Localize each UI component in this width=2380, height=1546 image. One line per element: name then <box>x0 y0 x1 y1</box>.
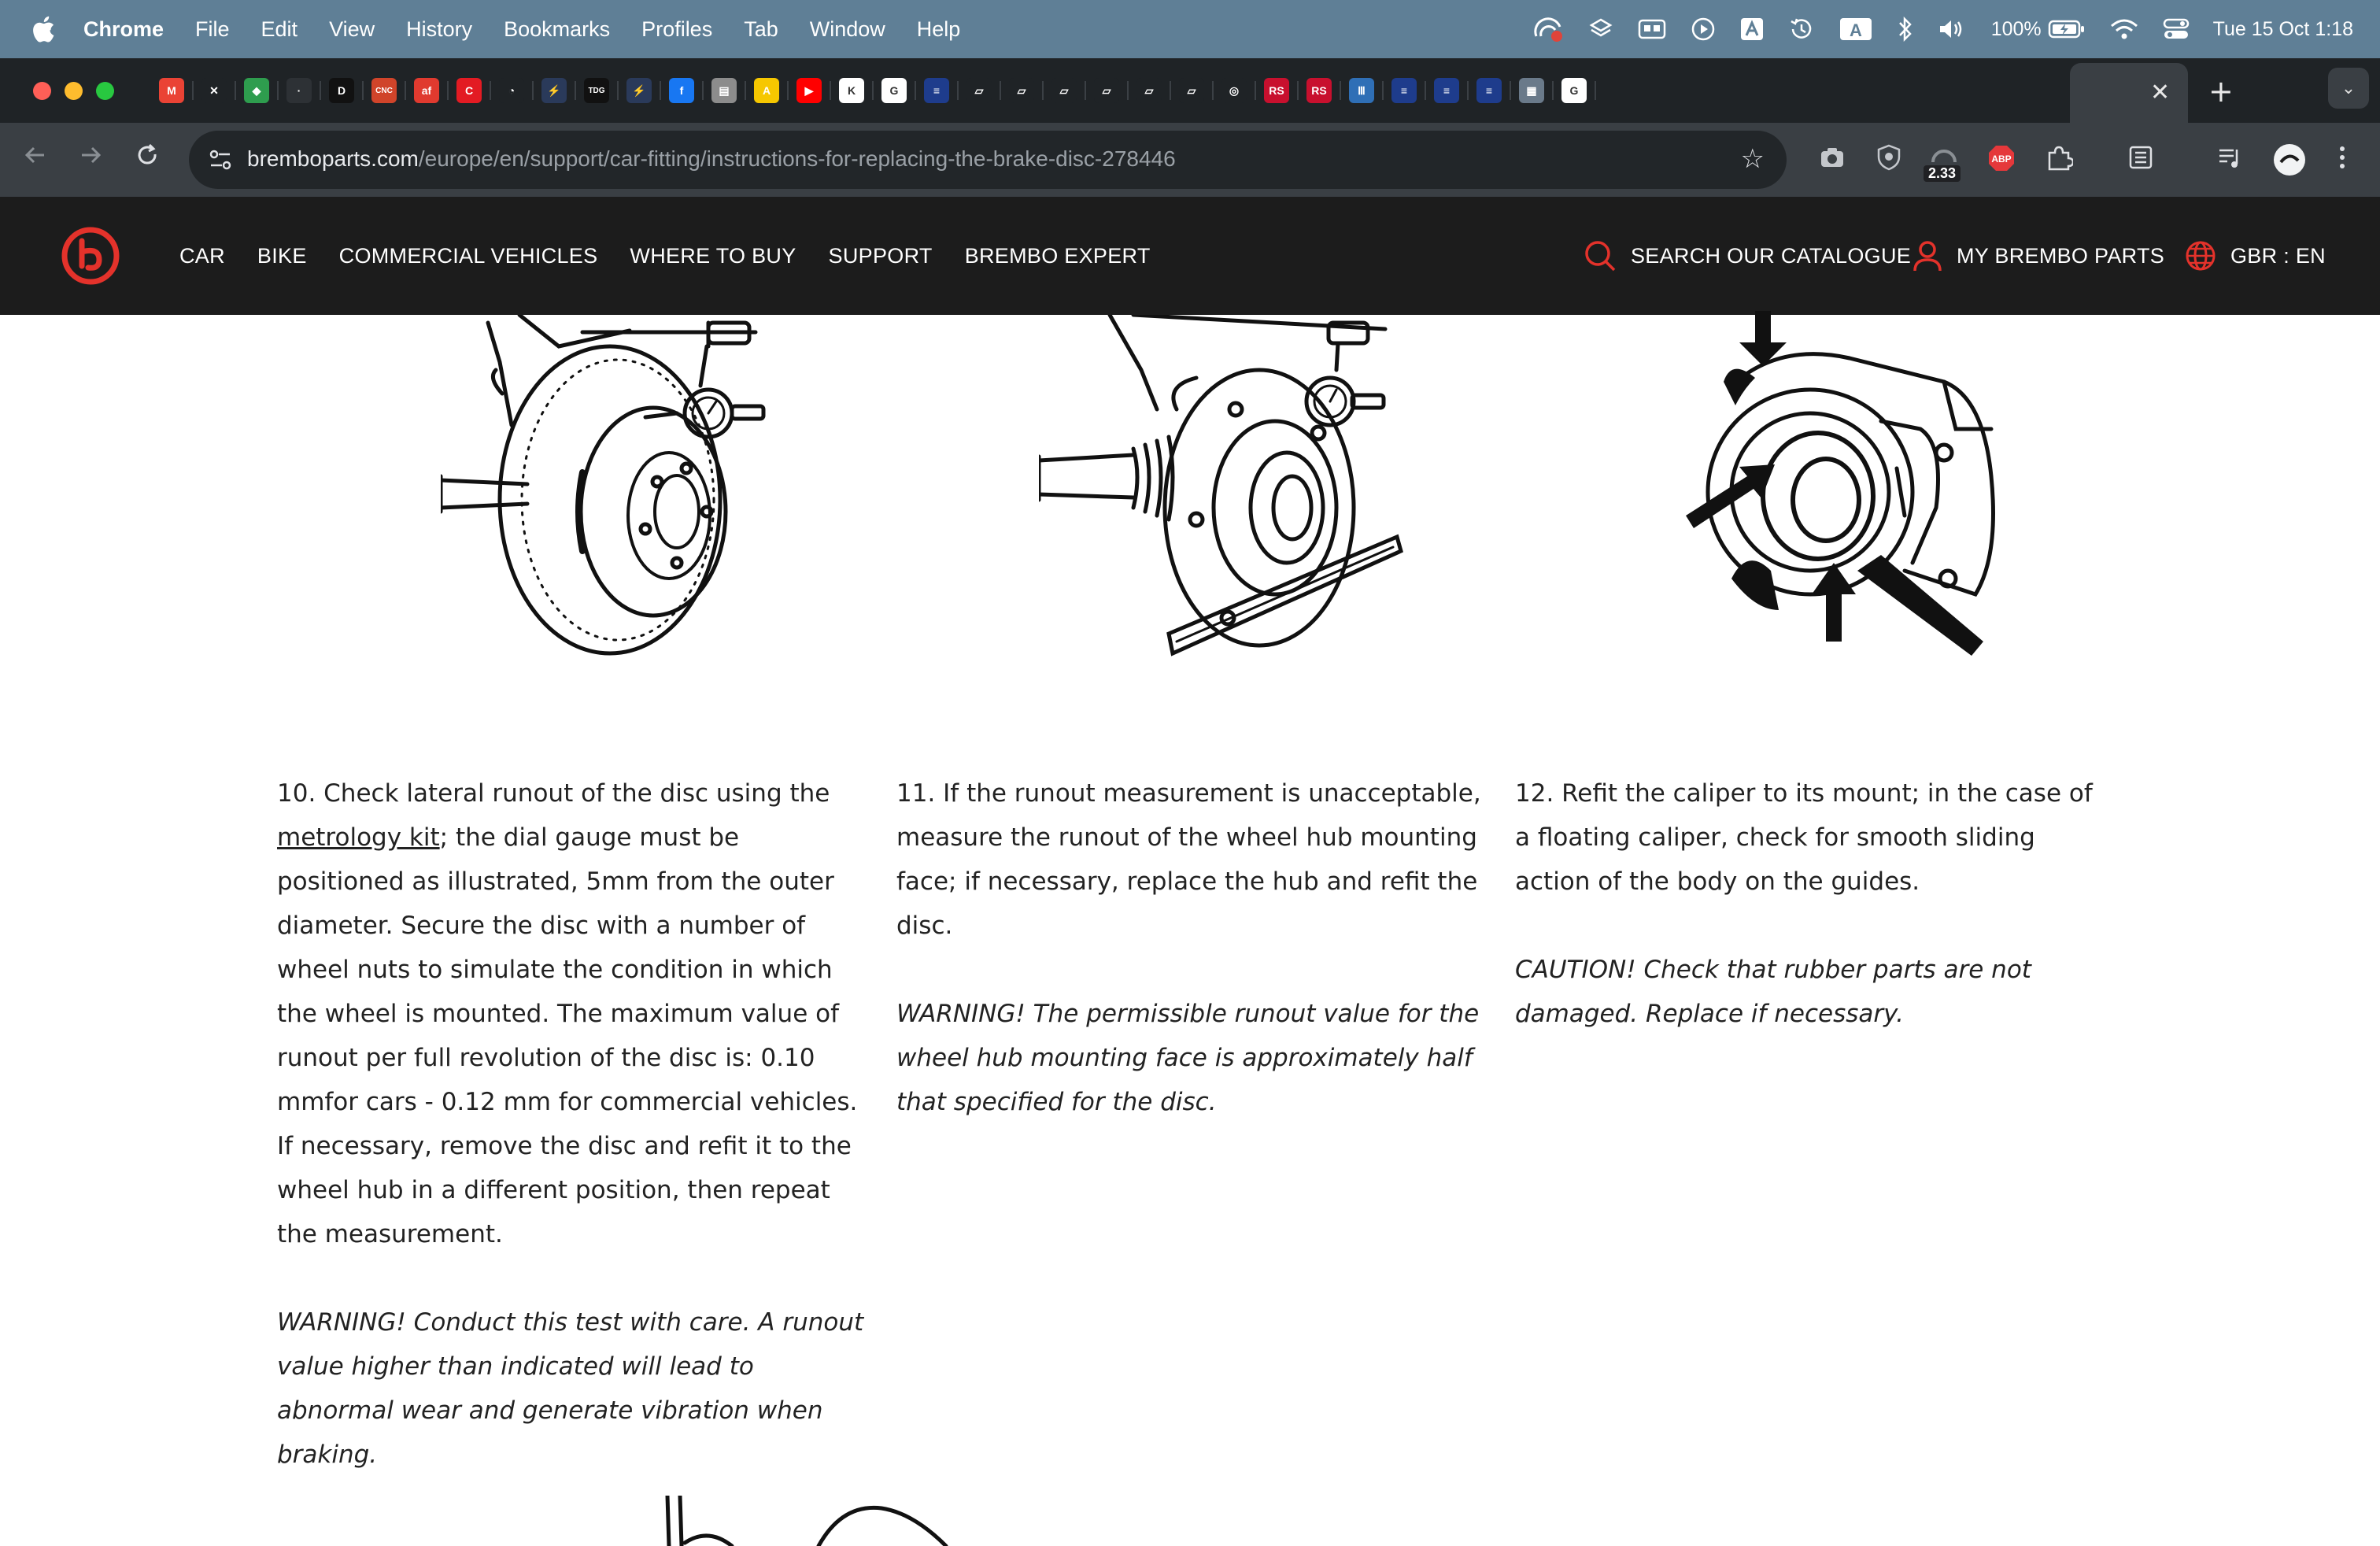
menu-app-name[interactable]: Chrome <box>83 17 164 41</box>
close-tab-icon[interactable]: ✕ <box>2150 79 2171 106</box>
macos-menu-bar <box>0 0 2380 58</box>
input-a-icon[interactable] <box>1839 17 1873 42</box>
tab-search-button[interactable]: ⌄ <box>2328 68 2369 109</box>
step-12-warning: CAUTION! Check that rubber parts are not damaged. Replace if necessary. <box>1515 956 2031 1028</box>
pattern-tab-icon[interactable]: ▦ <box>1519 78 1544 103</box>
adblock-label: ABP <box>1991 153 2012 165</box>
address-bar[interactable] <box>189 131 1787 189</box>
rs-red-tab-icon[interactable]: RS <box>1264 78 1289 103</box>
green-diamond-tab-icon[interactable]: ◆ <box>244 78 269 103</box>
search-icon <box>1584 239 1617 272</box>
brembo-3-tab-icon[interactable]: ▱ <box>1051 78 1077 103</box>
menu-file[interactable]: File <box>195 17 230 41</box>
step-11-column <box>896 771 1487 1168</box>
battery-icon[interactable] <box>2048 19 2086 39</box>
menu-bar-status-area <box>1510 0 2353 58</box>
gmail-tab-icon[interactable]: M <box>159 78 184 103</box>
menu-tab[interactable]: Tab <box>744 17 778 41</box>
search-catalogue-label: SEARCH OUR CATALOGUE <box>1631 243 1912 268</box>
account-label: MY BREMBO PARTS <box>1957 243 2165 268</box>
new-tab-button[interactable]: + <box>2208 74 2234 109</box>
minimize-window-button[interactable] <box>65 82 83 100</box>
disc-runout-illustration <box>441 315 787 661</box>
metrology-kit-link[interactable]: metrology kit <box>277 823 440 852</box>
close-window-button[interactable] <box>33 82 51 100</box>
caliper-refit-illustration <box>1645 311 2023 673</box>
svg-text:A: A <box>1849 20 1862 40</box>
text-a-icon[interactable] <box>1739 17 1765 42</box>
brembo-6-tab-icon[interactable]: ▱ <box>1179 78 1204 103</box>
time-machine-icon[interactable] <box>1788 17 1815 42</box>
battery-percent: 100% <box>1990 17 2042 40</box>
blue-stripe-4-tab-icon[interactable]: ≡ <box>1476 78 1502 103</box>
nav-where-to-buy[interactable]: WHERE TO BUY <box>630 243 796 268</box>
step-10-text <box>277 771 867 1256</box>
a-yellow-tab-icon[interactable]: A <box>754 78 779 103</box>
menu-window[interactable]: Window <box>809 17 885 41</box>
youtube-tab-icon[interactable]: ▶ <box>796 78 822 103</box>
play-icon[interactable] <box>1691 17 1716 42</box>
chrome-menu-icon[interactable] <box>2336 143 2349 175</box>
main-navigation <box>179 197 1183 315</box>
rs-red-2-tab-icon[interactable]: RS <box>1306 78 1332 103</box>
window-controls <box>33 82 128 100</box>
gauge-tab-icon[interactable]: ◔ <box>499 78 524 103</box>
flag-tab-icon[interactable]: ▤ <box>711 78 737 103</box>
locale-selector[interactable] <box>2185 197 2326 315</box>
hub-runout-illustration <box>1039 315 1417 677</box>
blank-tab-icon[interactable]: · <box>286 78 312 103</box>
brembo-logo-icon[interactable] <box>60 225 121 290</box>
menu-bar-clock[interactable]: Tue 15 Oct 1:18 <box>2212 17 2353 40</box>
user-icon <box>1913 239 1942 272</box>
menu-bookmarks[interactable]: Bookmarks <box>504 17 611 41</box>
forward-icon[interactable] <box>77 142 104 176</box>
control-center-icon[interactable] <box>2163 17 2190 41</box>
extensions-puzzle-icon[interactable] <box>2045 143 2073 175</box>
apple-menu-icon[interactable] <box>31 16 55 43</box>
blue-stripe-tab-icon[interactable]: ≡ <box>924 78 949 103</box>
step-11-text: 11. If the runout measurement is unacceptable, measure the runout of the wheel hub mounting face; if necessary, replace the hub and refit the disc. <box>896 779 1481 940</box>
globe-icon <box>2185 240 2216 272</box>
menu-edit[interactable]: Edit <box>261 17 298 41</box>
profile-avatar[interactable] <box>2273 143 2306 179</box>
cast-icon[interactable] <box>1637 17 1667 41</box>
google-2-tab-icon[interactable]: G <box>1561 78 1587 103</box>
active-tab[interactable] <box>2070 63 2188 123</box>
blue-stripe-3-tab-icon[interactable]: ≡ <box>1434 78 1459 103</box>
m-stripes-tab-icon[interactable]: Ⅲ <box>1349 78 1374 103</box>
nav-support[interactable]: SUPPORT <box>828 243 933 268</box>
screen-record-icon[interactable] <box>1533 16 1565 43</box>
brembo-1-tab-icon[interactable]: ▱ <box>966 78 992 103</box>
step-10-text-start: 10. Check lateral runout of the disc using the <box>277 779 830 808</box>
step-12-text: 12. Refit the caliper to its mount; in the case of a floating caliper, check for smooth sliding action of the body on the guides. <box>1515 779 2093 896</box>
menu-view[interactable]: View <box>329 17 375 41</box>
brembo-logo-tab-icon[interactable]: ◎ <box>1221 78 1247 103</box>
browser-toolbar <box>0 123 2380 197</box>
bookmark-star-icon[interactable]: ☆ <box>1740 143 1765 175</box>
nav-commercial-vehicles[interactable]: COMMERCIAL VEHICLES <box>338 243 598 268</box>
url-host: bremboparts.com <box>247 146 419 171</box>
google-tab-icon[interactable]: G <box>881 78 907 103</box>
step-10-column <box>277 771 867 1521</box>
locale-label: GBR : EN <box>2230 243 2326 268</box>
menu-history[interactable]: History <box>406 17 473 41</box>
pinned-tab-list <box>159 78 1604 103</box>
url-text[interactable] <box>247 146 1176 172</box>
c-red-tab-icon[interactable]: C <box>456 78 482 103</box>
wifi-icon[interactable] <box>2109 17 2139 41</box>
bluetooth-icon[interactable] <box>1897 16 1914 43</box>
step-12-column <box>1515 771 2105 1080</box>
zoom-window-button[interactable] <box>96 82 114 100</box>
k-box-tab-icon[interactable]: K <box>839 78 864 103</box>
volume-icon[interactable] <box>1938 17 1968 41</box>
brembo-4-tab-icon[interactable]: ▱ <box>1094 78 1119 103</box>
my-brembo-parts-link[interactable] <box>1913 197 2164 315</box>
joomla-tab-icon[interactable]: ✕ <box>201 78 227 103</box>
step-10-warning: WARNING! Conduct this test with care. A runout value higher than indicated will lead to abnormal wear and generate vibration when braking. <box>277 1308 864 1469</box>
browser-tab-strip <box>0 58 2380 123</box>
af-tab-icon[interactable]: af <box>414 78 439 103</box>
menu-help[interactable]: Help <box>916 17 961 41</box>
nav-bike[interactable]: BIKE <box>257 243 307 268</box>
cnc-tab-icon[interactable]: CNC <box>371 78 397 103</box>
facebook-tab-icon[interactable]: f <box>669 78 694 103</box>
layers-icon[interactable] <box>1588 17 1613 42</box>
shield-extension-icon[interactable] <box>1875 143 1903 175</box>
site-header <box>0 197 2380 315</box>
menu-profiles[interactable]: Profiles <box>641 17 713 41</box>
reload-icon[interactable] <box>134 142 161 176</box>
step-11-warning: WARNING! The permissible runout value for the wheel hub mounting face is approximately half that specified for the disc. <box>896 1000 1480 1116</box>
bolt-2-tab-icon[interactable]: ⚡ <box>626 78 652 103</box>
reading-list-icon[interactable] <box>2127 143 2155 175</box>
step-10-text-end: ; the dial gauge must be positioned as illustrated, 5mm from the outer diameter. Secure the disc with a number of wheel nuts to simulate the condition in which the wheel is mounted. The maximum value of runout per full revolution of the disc is: 0.10 mmfor cars - 0.12 mm for commercial vehicles. If necessary, remove the disc and refit it to the wheel hub in a different position, then repeat the measurement. <box>277 823 858 1248</box>
nav-car[interactable]: CAR <box>179 243 225 268</box>
extension-badge: 2.33 <box>1924 165 1961 182</box>
media-control-icon[interactable] <box>2216 143 2245 175</box>
site-info-icon[interactable] <box>208 148 233 175</box>
brembo-5-tab-icon[interactable]: ▱ <box>1136 78 1162 103</box>
url-path: /europe/en/support/car-fitting/instructions-for-replacing-the-brake-disc-278446 <box>418 146 1176 171</box>
d-logo-tab-icon[interactable]: D <box>329 78 354 103</box>
adblock-extension-icon[interactable] <box>1986 143 2016 176</box>
nav-brembo-expert[interactable]: BREMBO EXPERT <box>964 243 1151 268</box>
catalogue-search-link[interactable] <box>1584 197 1911 315</box>
back-icon[interactable] <box>22 142 49 176</box>
blue-stripe-2-tab-icon[interactable]: ≡ <box>1391 78 1417 103</box>
bolt-tab-icon[interactable]: ⚡ <box>541 78 567 103</box>
camera-extension-icon[interactable] <box>1818 143 1846 175</box>
brembo-2-tab-icon[interactable]: ▱ <box>1009 78 1034 103</box>
tdg-tab-icon[interactable]: TDG <box>584 78 609 103</box>
